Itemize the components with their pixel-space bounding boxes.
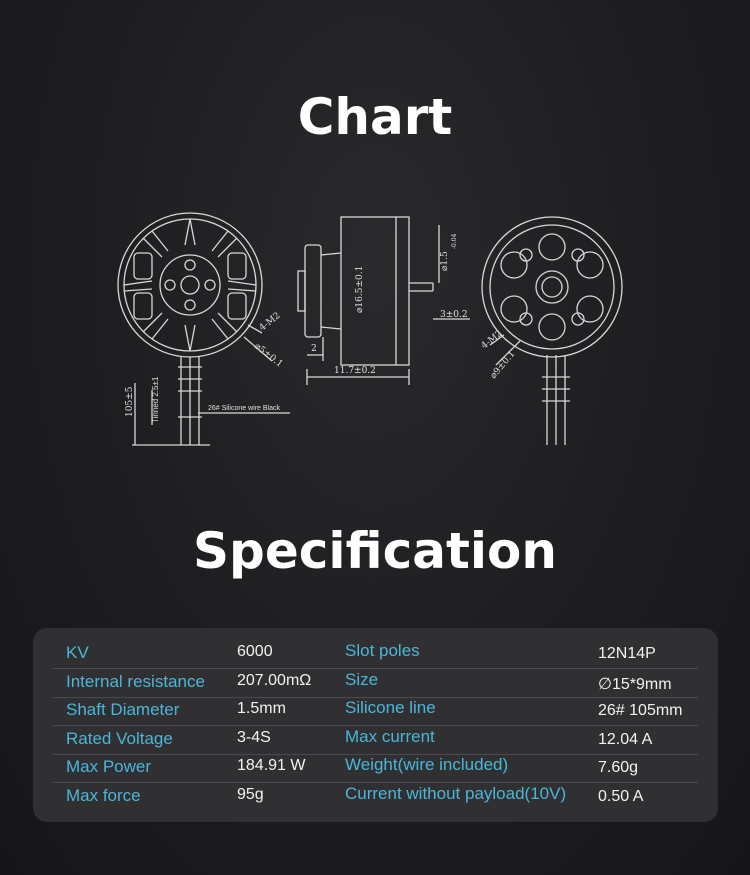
spec-value: 207.00mΩ [237,672,312,689]
spec-key: Silicone line [345,698,436,717]
spec-value: 12N14P [598,645,656,662]
motor-rear-view [479,217,622,445]
total-length-label: 11.7±0.2 [334,366,376,376]
spec-row [53,726,698,755]
front-diameter-label: ⌀5±0.1 [252,341,285,370]
shaft-diameter-label: ⌀1.5 [440,251,450,271]
spec-key: Current without payload(10V) [345,784,567,803]
spec-value: 0.50 A [598,788,644,805]
spec-value: 1.5mm [237,700,286,717]
spec-key: Max Power [66,757,152,776]
spec-key: KV [66,643,89,662]
spec-row [53,783,698,811]
spec-value: 26# 105mm [598,702,683,719]
spec-value: 12.04 A [598,731,653,748]
spec-row [53,640,698,669]
spec-key: Shaft Diameter [66,700,180,719]
spec-row [53,697,698,726]
spec-key: Slot poles [345,641,420,660]
spec-value: 184.91 W [237,757,306,774]
spec-key: Weight(wire included) [345,755,509,774]
shaft-tolerance-label: -0.04 [451,233,458,249]
spec-value: 3-4S [237,729,271,746]
spec-key: Internal resistance [66,672,205,691]
lead-length-label: 105±5 [125,386,135,417]
spec-value: 7.60g [598,759,639,776]
motor-technical-drawing [0,195,750,465]
spec-value: 6000 [237,643,273,660]
spec-key: Rated Voltage [66,729,173,748]
spec-value: ∅15*9mm [598,676,672,693]
front-mount-label: 4-M2 [257,310,283,334]
body-diameter-label: ⌀16.5±0.1 [355,265,365,313]
spec-row [53,754,698,783]
rear-diameter-label: ⌀9±0.1 [488,349,518,381]
specification-table [33,628,718,822]
tinned-label: Tinned 2.5±1 [151,376,160,423]
spec-key: Size [345,670,379,689]
motor-side-view [298,217,470,385]
rear-mount-label: 4-M2 [479,328,505,352]
shaft-length-label: 3±0.2 [440,310,468,320]
spec-key: Max force [66,786,141,805]
wire-label: 26# Silicone wire Black [208,405,280,412]
spec-key: Max current [345,727,435,746]
chart-heading: Chart [297,88,453,146]
base-length-label: 2 [311,344,317,354]
spec-row [53,669,698,698]
specification-heading: Specification [193,522,557,580]
spec-value: 95g [237,786,264,803]
